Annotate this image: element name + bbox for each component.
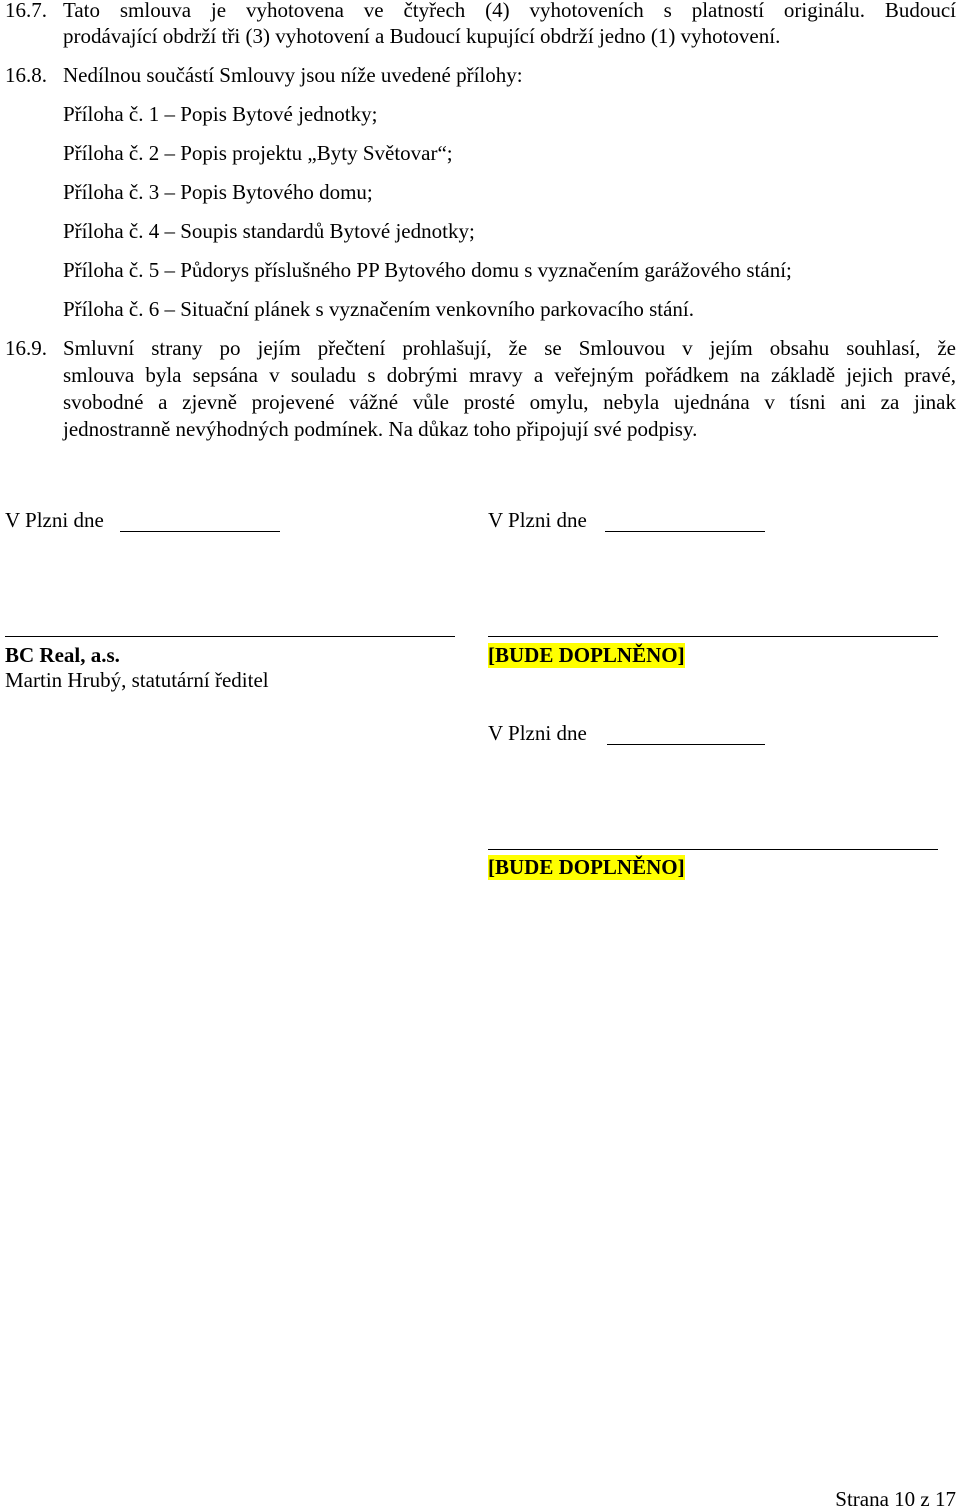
signature-line-right [488, 636, 938, 637]
date-blank-line [605, 531, 765, 532]
signatory-company: BC Real, a.s. [5, 643, 120, 667]
paragraph-line: prodávající obdrží tři (3) vyhotovení a Budoucí kupující obdrží jedno (1) vyhotovení. [63, 24, 781, 48]
date-blank-line [607, 744, 765, 745]
date-blank-line [120, 531, 280, 532]
attachment-item: Příloha č. 5 – Půdorys příslušného PP Bytového domu s vyznačením garážového stání; [63, 258, 792, 282]
placeholder-party-name: [BUDE DOPLNĚNO] [488, 643, 685, 667]
page-number: Strana 10 z 17 [835, 1487, 956, 1511]
paragraph-line: svobodné a zjevně projevené vážné vůle prosté omylu, nebyla ujednána v tísni ani za jinak [63, 390, 956, 414]
paragraph-line: Smluvní strany po jejím přečtení prohlašují, že se Smlouvou v jejím obsahu souhlasí, že [63, 336, 956, 360]
paragraph-line: jednostranně nevýhodných podmínek. Na důkaz toho připojují své podpisy. [63, 417, 698, 441]
section-number: 16.8. [5, 63, 47, 87]
paragraph-line: Nedílnou součástí Smlouvy jsou níže uvedené přílohy: [63, 63, 523, 87]
attachment-item: Příloha č. 4 – Soupis standardů Bytové jednotky; [63, 219, 475, 243]
attachment-item: Příloha č. 3 – Popis Bytového domu; [63, 180, 373, 204]
paragraph-line: Tato smlouva je vyhotovena ve čtyřech (4) vyhotoveních s platností originálu. Budoucí [63, 0, 956, 22]
placeholder-party-name: [BUDE DOPLNĚNO] [488, 855, 685, 879]
signature-place-right: V Plzni dne [488, 508, 587, 532]
signatory-person: Martin Hrubý, statutární ředitel [5, 668, 269, 692]
section-number: 16.9. [5, 336, 47, 360]
attachment-item: Příloha č. 2 – Popis projektu „Byty Světovar“; [63, 141, 453, 165]
signature-line-second [488, 849, 938, 850]
signature-place-second: V Plzni dne [488, 721, 587, 745]
section-number: 16.7. [5, 0, 47, 22]
attachment-item: Příloha č. 1 – Popis Bytové jednotky; [63, 102, 378, 126]
signature-place-left: V Plzni dne [5, 508, 104, 532]
paragraph-line: smlouva byla sepsána v souladu s dobrými mravy a veřejným pořádkem na základě jejich pravé, [63, 363, 956, 387]
attachment-item: Příloha č. 6 – Situační plánek s vyznačením venkovního parkovacího stání. [63, 297, 695, 321]
signature-line-left [5, 636, 455, 637]
